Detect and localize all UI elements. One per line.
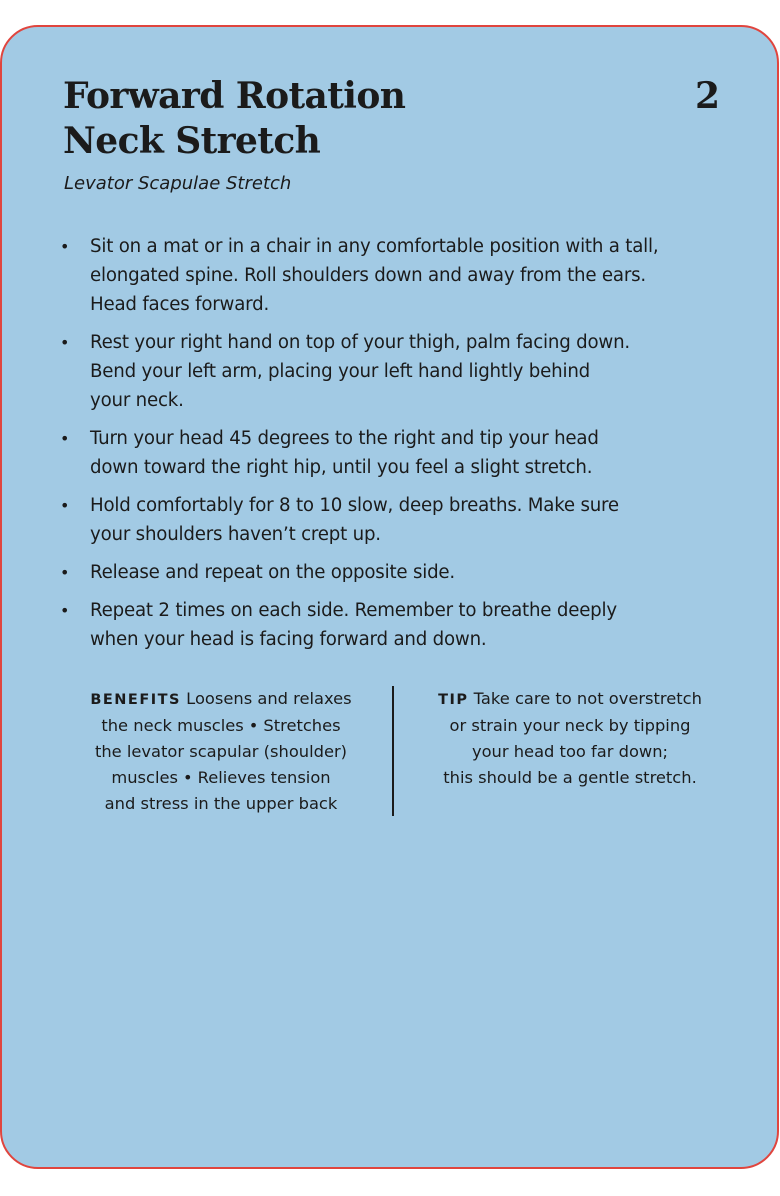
benefits-text: Stretches — [263, 716, 341, 735]
instruction-step — [60, 328, 740, 415]
instruction-list — [60, 232, 740, 663]
title-line: Neck Stretch — [63, 120, 321, 162]
bullet-icon: • — [60, 333, 70, 352]
bullet-icon: • — [60, 563, 70, 582]
benefits-text: the neck muscles — [101, 716, 244, 735]
tip-text: your head too far down; — [471, 742, 669, 761]
step-line: Rest your right hand on top of your thigh, palm facing down. — [90, 332, 631, 353]
benefits-text: and stress in the upper back — [104, 794, 338, 813]
tip-text: this should be a gentle stretch. — [443, 768, 697, 787]
step-line: Turn your head 45 degrees to the right and tip your head — [90, 428, 599, 449]
benefits-text: muscles — [111, 768, 179, 787]
benefits-text: Loosens and relaxes — [186, 689, 352, 708]
exercise-title — [63, 74, 405, 164]
step-line: Release and repeat on the opposite side. — [90, 562, 455, 583]
exercise-card — [0, 25, 779, 1169]
benefits-text: Relieves tension — [197, 768, 331, 787]
step-line: when your head is facing forward and down. — [90, 629, 487, 650]
bullet-icon: • — [60, 496, 70, 515]
instruction-step — [60, 558, 740, 587]
bullet-icon: • — [60, 429, 70, 448]
benefits-label: BENEFITS — [90, 692, 181, 708]
tip-text: Take care to not overstretch — [473, 689, 702, 708]
exercise-subtitle: Levator Scapulae Stretch — [64, 173, 292, 194]
title-line: Forward Rotation — [63, 75, 406, 117]
info-section — [62, 686, 730, 816]
instruction-step — [60, 491, 740, 549]
card-number: 2 — [694, 75, 720, 117]
tip-text: or strain your neck by tipping — [449, 716, 691, 735]
separator-dot: • — [183, 768, 193, 787]
bullet-icon: • — [60, 237, 70, 256]
step-line: Repeat 2 times on each side. Remember to breathe deeply — [90, 600, 617, 621]
bullet-icon: • — [60, 601, 70, 620]
step-line: your shoulders haven’t crept up. — [90, 524, 381, 545]
benefits-text: the levator scapular (shoulder) — [94, 742, 348, 761]
instruction-step — [60, 424, 740, 482]
step-line: down toward the right hip, until you feel a slight stretch. — [90, 457, 593, 478]
tip-label: TIP — [438, 692, 469, 708]
tip-block — [406, 686, 734, 791]
instruction-step — [60, 596, 740, 654]
step-line: Bend your left arm, placing your left hand lightly behind — [90, 361, 590, 382]
step-line: Sit on a mat or in a chair in any comfortable position with a tall, — [90, 236, 659, 257]
benefits-block — [62, 686, 380, 817]
step-line: your neck. — [90, 390, 184, 411]
step-line: elongated spine. Roll shoulders down and away from the ears. — [90, 265, 646, 286]
step-line: Head faces forward. — [90, 294, 270, 315]
separator-dot: • — [248, 716, 259, 735]
section-divider — [392, 686, 394, 816]
step-line: Hold comfortably for 8 to 10 slow, deep breaths. Make sure — [90, 495, 619, 516]
instruction-step — [60, 232, 740, 319]
